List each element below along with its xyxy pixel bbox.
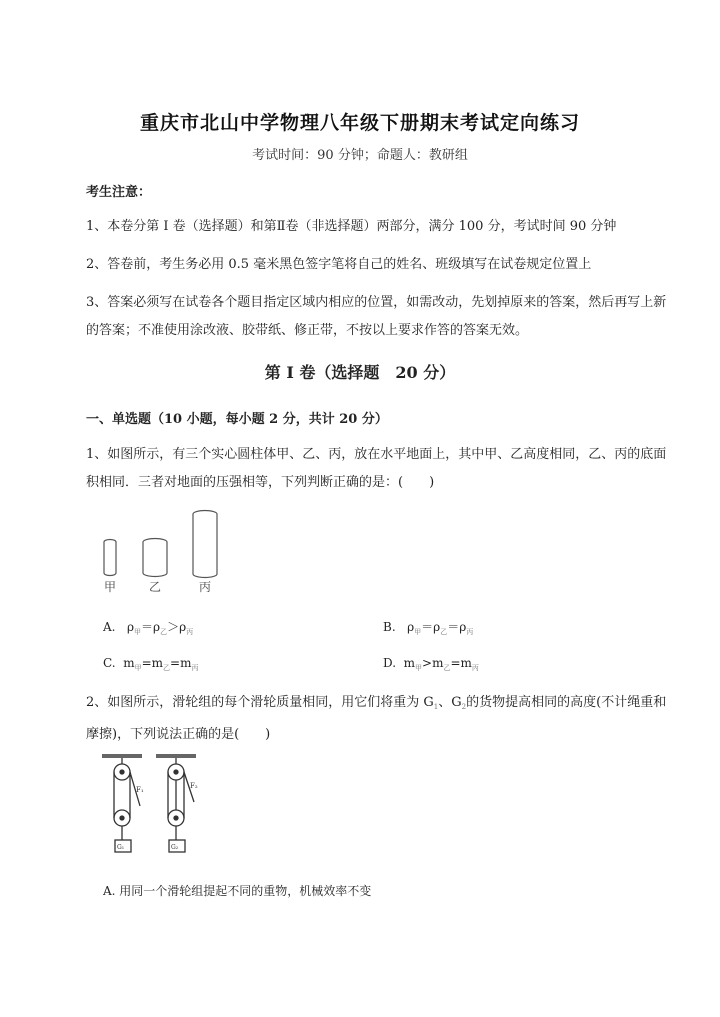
figure-label-jia: 甲: [104, 580, 117, 594]
figure-label-bing: 丙: [199, 580, 212, 594]
notice-item-1: 1、本卷分第 I 卷（选择题）和第Ⅱ卷（非选择题）两部分，满分 100 分，考试时间 90 分钟: [86, 219, 617, 234]
section-title: 第 I 卷（选择题 20 分）: [264, 363, 456, 382]
question-2-stem: 2、如图所示，滑轮组的每个滑轮质量相同，用它们将重为 $G_1$、$G_2$的货物提高相同的高度(不计绳重和摩擦)，下列说法正确的是( ): [86, 695, 667, 742]
question-1-stem: 1、如图所示，有三个实心圆柱体甲、乙、丙，放在水平地面上，其中甲、乙高度相同，乙、丙的底面积相同．三者对地面的压强相等，下列判断正确的是：( ): [86, 447, 667, 490]
option-1c[interactable]: C. $m_甲=m_乙=m_丙$: [103, 656, 199, 672]
weight-label-g1: G₁: [117, 844, 125, 851]
cylinder-yi-body: [143, 542, 167, 577]
force-label-f1: F₁: [136, 786, 144, 794]
option-1d[interactable]: D. $m_甲>m_乙=m_丙$: [383, 656, 479, 672]
cylinder-jia-body: [104, 542, 116, 576]
part-heading: 一、单选题（10 小题，每小题 2 分，共计 20 分）: [86, 412, 388, 427]
ceiling-left: [102, 754, 142, 758]
figure-label-yi: 乙: [149, 580, 162, 594]
cylinders-figure: [95, 505, 235, 595]
ceiling-right: [156, 754, 196, 758]
option-1a[interactable]: A. $\rho_甲=\rho_乙>\rho_丙$: [103, 620, 194, 636]
notice-item-3: 3、答案必须写在试卷各个题目指定区域内相应的位置，如需改动，先划掉原来的答案，然后再写上新的答案；不准使用涂改液、胶带纸、修正带，不按以上要求作答的答案无效。: [86, 295, 667, 338]
notice-heading: 考生注意：: [86, 185, 152, 200]
force-label-f2: F₂: [190, 782, 198, 790]
exam-info: 考试时间：90 分钟；命题人：教研组: [252, 148, 468, 163]
option-2a[interactable]: A. 用同一个滑轮组提起不同的重物，机械效率不变: [103, 884, 372, 898]
weight-label-g2: G₂: [171, 844, 179, 851]
cylinder-bing-body: [193, 514, 217, 578]
pulley-figure: [98, 752, 210, 860]
page-title: 重庆市北山中学物理八年级下册期末考试定向练习: [139, 112, 580, 134]
option-1b[interactable]: B. $\rho_甲=\rho_乙=\rho_丙$: [383, 620, 474, 636]
notice-item-2: 2、答卷前，考生务必用 0.5 毫米黑色签字笔将自己的姓名、班级填写在试卷规定位置上: [86, 257, 592, 272]
